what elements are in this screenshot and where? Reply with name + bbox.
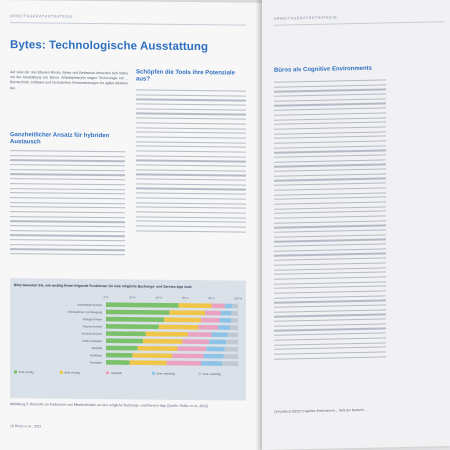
bar-segment bbox=[188, 332, 212, 337]
bar-segment bbox=[209, 339, 226, 344]
bar-segment bbox=[164, 317, 201, 322]
running-head-right: ARBEITSGERATESTRATEGIE bbox=[274, 15, 338, 21]
bar-segment bbox=[225, 347, 238, 352]
x-tick-label: 20 % bbox=[129, 295, 136, 300]
bar-segment bbox=[106, 310, 169, 315]
category-label: Feedback bbox=[89, 353, 102, 358]
legend-swatch bbox=[60, 371, 63, 374]
bar-segment bbox=[106, 302, 179, 307]
bar-segment bbox=[231, 311, 238, 316]
body-text-right-column bbox=[136, 89, 246, 235]
legend-swatch bbox=[198, 372, 201, 375]
stacked-bar-chart bbox=[10, 290, 246, 398]
bar-segment bbox=[106, 331, 146, 336]
bar-segment bbox=[231, 318, 238, 323]
header-rule bbox=[10, 22, 246, 25]
bar-segment bbox=[172, 354, 204, 359]
bar-segment bbox=[106, 317, 164, 322]
section-heading-cognitive: Büros als Cognitive Environments bbox=[274, 65, 373, 74]
bar-segment bbox=[205, 311, 221, 316]
category-label: Daten anzeigen bbox=[82, 338, 102, 343]
legend-swatch bbox=[106, 371, 109, 374]
bar-segment bbox=[204, 354, 224, 359]
intro-paragraph bbox=[10, 70, 128, 95]
legend-label: Eher wichtig bbox=[64, 370, 80, 375]
bar-segment bbox=[179, 303, 212, 308]
running-head: ARBEITSGERATESTRATEGIE bbox=[10, 14, 74, 19]
bar-segment bbox=[218, 325, 230, 330]
bar-segment bbox=[146, 332, 188, 337]
bar-segment bbox=[132, 353, 172, 358]
category-label: Räume buchen bbox=[83, 324, 102, 329]
bar-segment bbox=[201, 318, 219, 323]
legend-swatch bbox=[14, 370, 17, 373]
category-label: Mobilität bbox=[91, 346, 102, 351]
bar-segment bbox=[206, 347, 224, 352]
x-tick-label: 100 % bbox=[234, 296, 242, 301]
section-heading-hybrid: Ganzheitlicher Ansatz für hybriden Austausch bbox=[10, 132, 110, 146]
legend-label: Eher unwichtig bbox=[156, 371, 175, 376]
x-tick-label: 60 % bbox=[182, 295, 189, 300]
category-label: Services buchen bbox=[81, 331, 102, 336]
section-heading-tools: Schöpfen die Tools ihre Potenziale aus? bbox=[136, 69, 235, 83]
footnote: 19 Kurdlu & (2022): Cognitive Environment ... Teile der Nutzerin... bbox=[274, 407, 367, 414]
legend-label: Sehr unwichtig bbox=[202, 371, 221, 377]
bar-segment bbox=[177, 346, 206, 351]
bar-segment bbox=[223, 354, 238, 359]
bar-segment bbox=[106, 360, 130, 365]
x-tick-label: 80 % bbox=[208, 296, 215, 301]
bar-segment bbox=[233, 304, 238, 309]
bar-segment bbox=[226, 340, 238, 345]
bar-segment bbox=[227, 332, 238, 337]
bar-segment bbox=[212, 304, 225, 309]
bar-segment bbox=[138, 346, 178, 351]
bar-segment bbox=[212, 332, 228, 337]
bar-segment bbox=[225, 304, 233, 309]
legend-label: Teils/teils bbox=[110, 370, 122, 376]
bar-segment bbox=[106, 324, 159, 329]
figure-caption: Abbildung 5: Wünsche an Funktionen von Mitarbeitenden an eine mögliche Buchungs- und Service-App (Quelle: Rollen et al., 2022) bbox=[10, 402, 209, 409]
bar-segment bbox=[167, 361, 201, 366]
bar-segment bbox=[106, 353, 132, 358]
x-tick-label: 40 % bbox=[155, 295, 162, 300]
bar-segment bbox=[198, 325, 218, 330]
bar-segment bbox=[106, 338, 143, 343]
page-footer: 18 Rhein et al., 2022 bbox=[10, 424, 42, 429]
page-title: Bytes: Technologische Ausstattung bbox=[10, 39, 209, 54]
legend-swatch bbox=[152, 372, 155, 375]
body-text-right-page bbox=[274, 79, 386, 363]
category-label: Sonstiges bbox=[89, 360, 102, 365]
right-page bbox=[262, 0, 450, 450]
bar-segment bbox=[221, 311, 232, 316]
legend-label: Sehr wichtig bbox=[18, 369, 34, 375]
category-label: Arbeitsplatz buchen bbox=[77, 302, 102, 307]
body-text-left-column bbox=[10, 150, 125, 259]
bar-segment bbox=[220, 318, 232, 323]
x-tick-label: 0 % bbox=[103, 295, 109, 300]
header-rule-right bbox=[274, 21, 444, 26]
bar-segment bbox=[222, 361, 238, 366]
bar-segment bbox=[143, 339, 183, 344]
bar-segment bbox=[201, 361, 222, 366]
bar-segment bbox=[169, 310, 205, 315]
category-label: Informationen zur Belegung bbox=[67, 309, 102, 315]
bar-segment bbox=[159, 325, 199, 330]
bar-segment bbox=[106, 346, 138, 351]
bar-segment bbox=[130, 360, 167, 365]
bar-segment bbox=[183, 339, 209, 344]
intro-text: Auf zwei der drei Ebenen Bricks, Bytes und Behaviour bewerten sich Bytes mit der Ausstattung von Büros. Arbeitsplatz(e)n tragen Technologie mit ... Bürotechnik, Software und technischen Voraussetzungen für agiles Arbeiten bei. bbox=[10, 70, 128, 90]
bar-segment bbox=[230, 325, 238, 330]
chart-title: Bitte bewerten Sie, wie wichtig Ihnen folgende Funktionen für eine mögliche Buchungs- und Service-App sind: bbox=[14, 283, 193, 290]
category-label: Kollegen finden bbox=[82, 317, 102, 322]
